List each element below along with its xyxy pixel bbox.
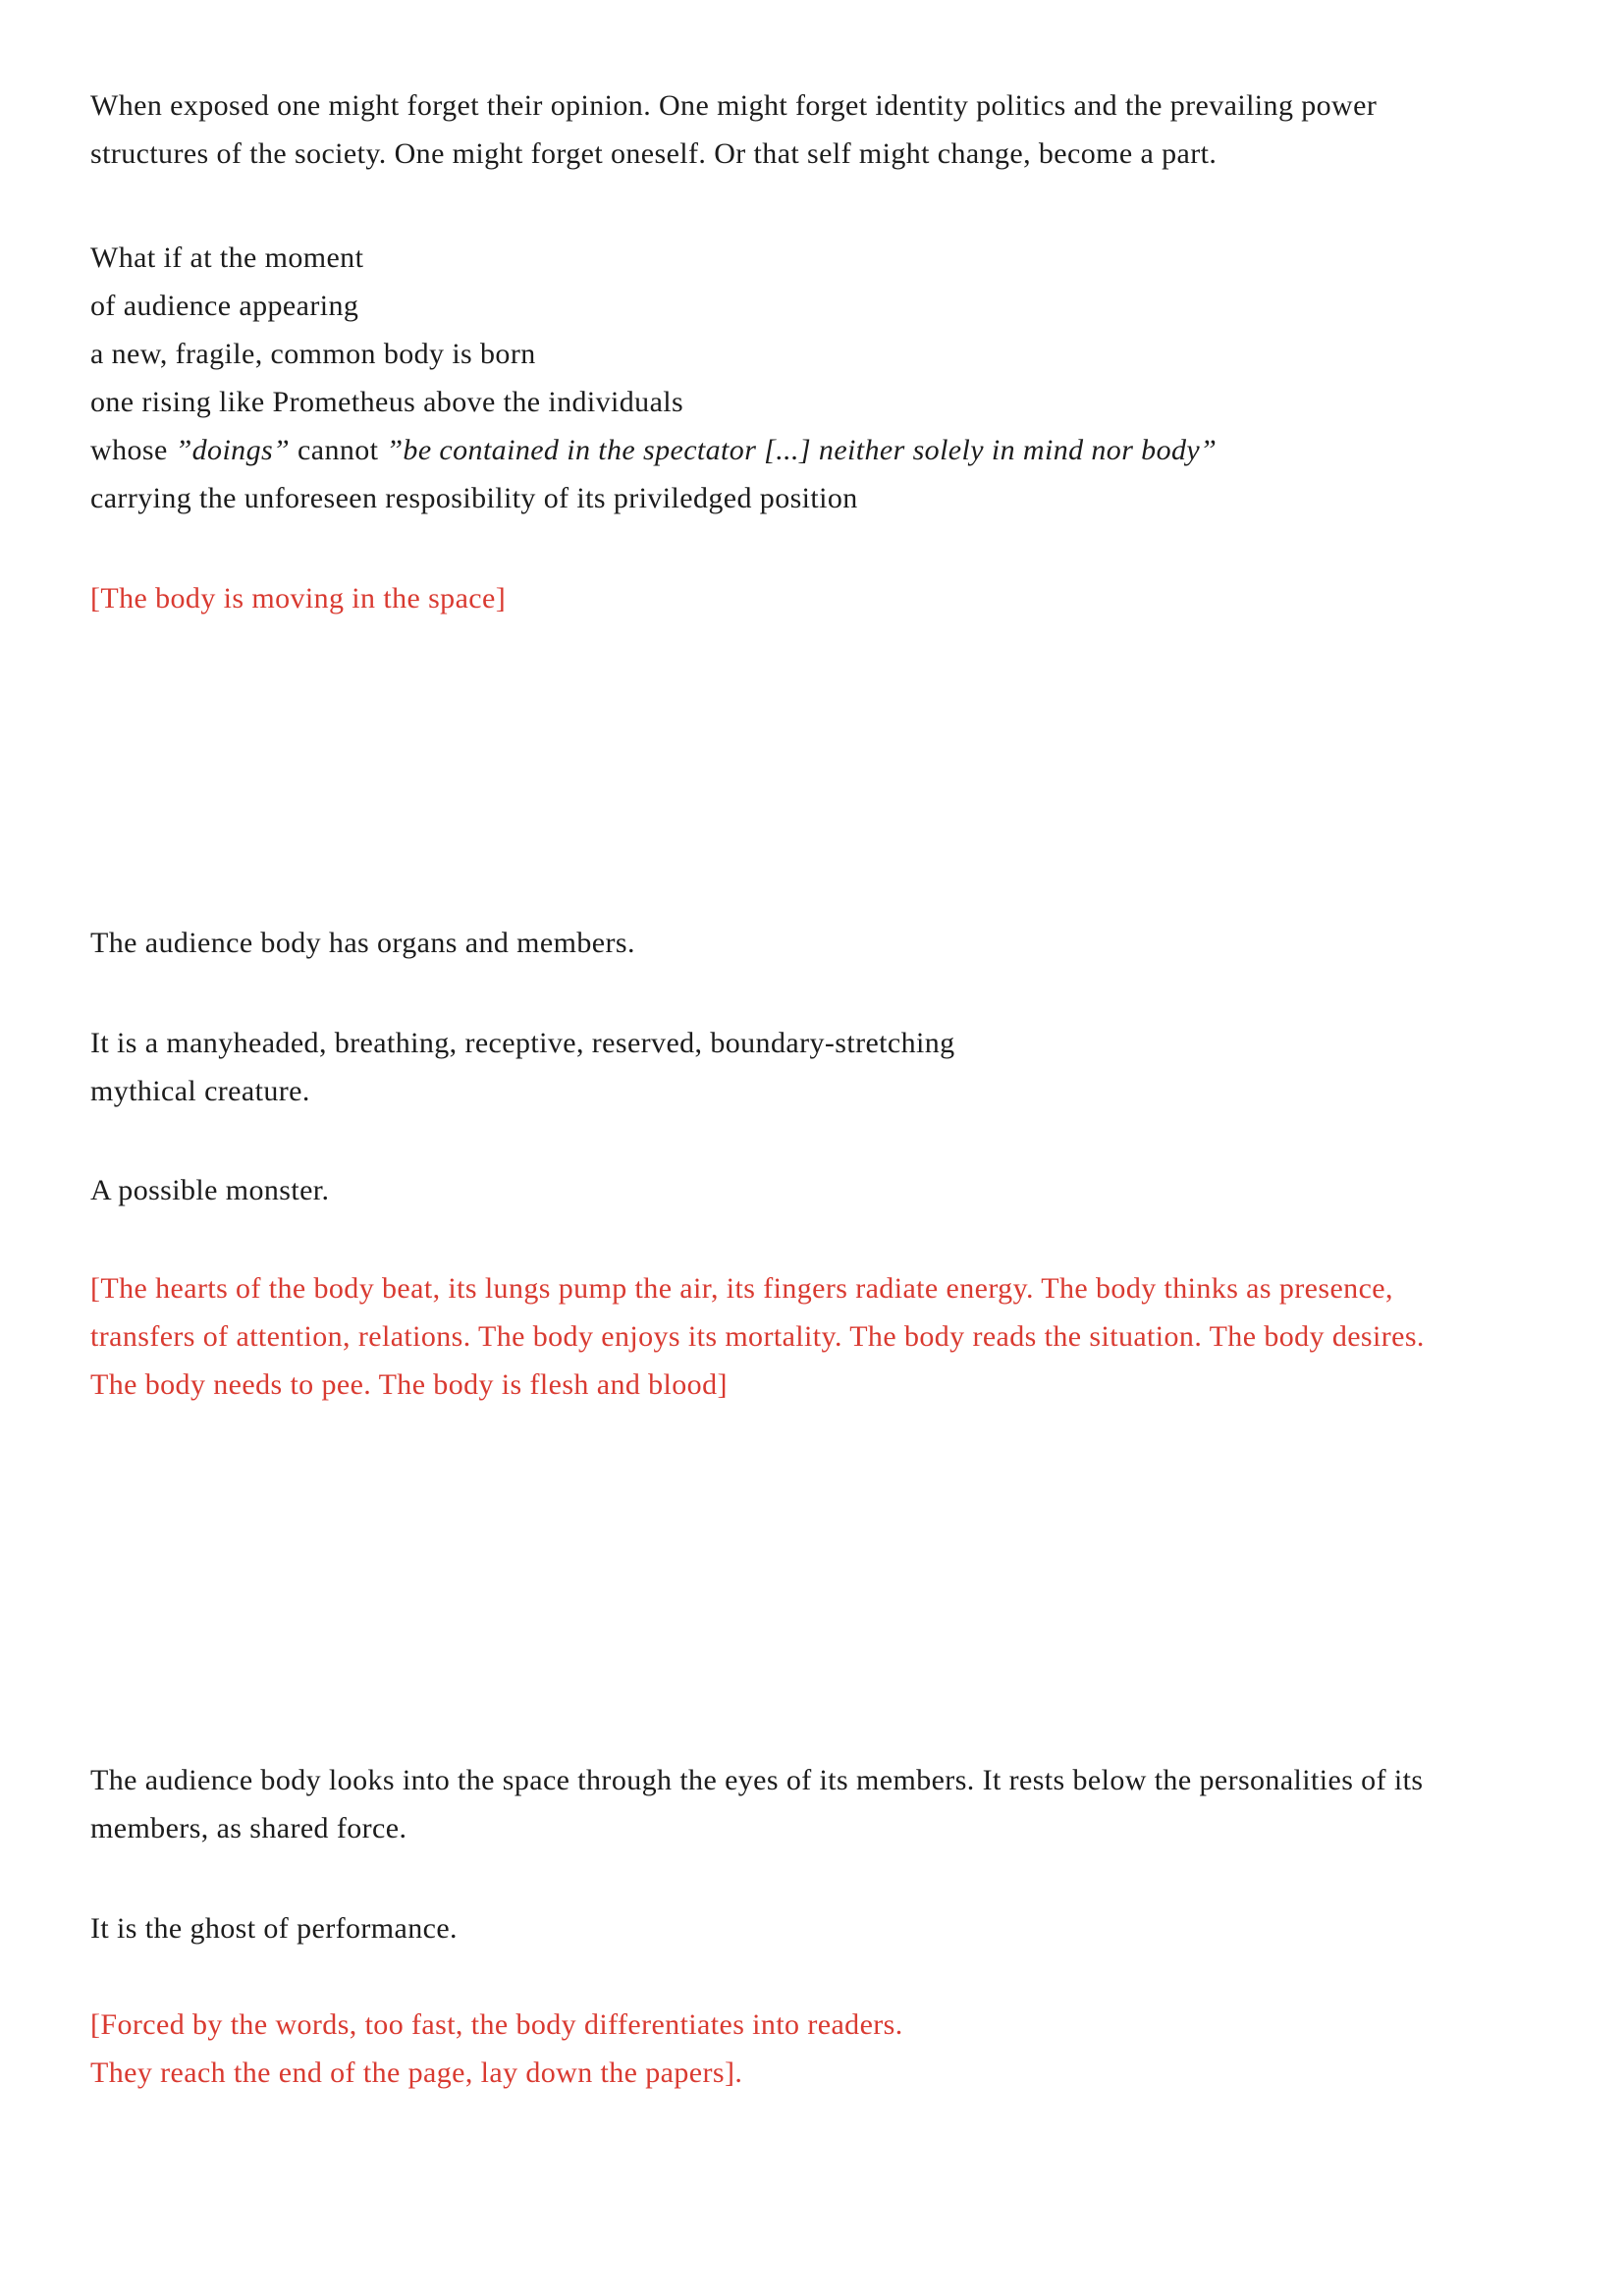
text-line: It is a manyheaded, breathing, receptive, reserved, boundary-stretching xyxy=(90,1027,955,1059)
stage-direction-2 xyxy=(90,1264,1425,1409)
paragraph-monster xyxy=(90,1166,329,1214)
text-line: The body needs to pee. The body is flesh and blood] xyxy=(90,1368,728,1401)
text-line: of audience appearing xyxy=(90,290,359,322)
text-line: transfers of attention, relations. The body enjoys its mortality. The body reads the situation. The body desires. xyxy=(90,1320,1425,1353)
text-line: They reach the end of the page, lay down the papers]. xyxy=(90,2056,743,2089)
text-line-quote xyxy=(90,426,1217,474)
quote-cannot: cannot xyxy=(290,434,387,466)
text-line: structures of the society. One might forget oneself. Or that self might change, become a part. xyxy=(90,137,1218,170)
text-line: one rising like Prometheus above the individuals xyxy=(90,386,684,418)
text-line: [Forced by the words, too fast, the body differentiates into readers. xyxy=(90,2008,903,2041)
paragraph-ghost-intro xyxy=(90,1756,1423,1852)
text-line: carrying the unforeseen resposibility of its priviledged position xyxy=(90,482,858,514)
stage-direction-3 xyxy=(90,2001,903,2097)
text-line: When exposed one might forget their opinion. One might forget identity politics and the prevailing power xyxy=(90,89,1378,122)
quote-doings: ”doings” xyxy=(175,434,291,466)
text-line: a new, fragile, common body is born xyxy=(90,338,536,370)
paragraph-intro xyxy=(90,81,1377,178)
text-line: The audience body has organs and members. xyxy=(90,927,635,959)
text-line: mythical creature. xyxy=(90,1075,310,1107)
paragraph-stanza xyxy=(90,234,1217,522)
paragraph-organs xyxy=(90,919,635,967)
text-line: members, as shared force. xyxy=(90,1812,407,1844)
quote-citation: ”be contained in the spectator [...] neither solely in mind nor body” xyxy=(386,434,1218,466)
paragraph-ghost xyxy=(90,1904,458,1952)
text-line: A possible monster. xyxy=(90,1174,330,1206)
quote-prefix: whose xyxy=(90,434,176,466)
text-line: It is the ghost of performance. xyxy=(90,1912,458,1945)
stage-direction-1 xyxy=(90,574,506,622)
text-line: [The body is moving in the space] xyxy=(90,582,507,614)
text-line: [The hearts of the body beat, its lungs pump the air, its fingers radiate energy. The body thinks as presence, xyxy=(90,1272,1393,1305)
text-line: The audience body looks into the space through the eyes of its members. It rests below the personalities of its xyxy=(90,1764,1424,1796)
paragraph-creature xyxy=(90,1019,955,1115)
text-line: What if at the moment xyxy=(90,241,364,274)
